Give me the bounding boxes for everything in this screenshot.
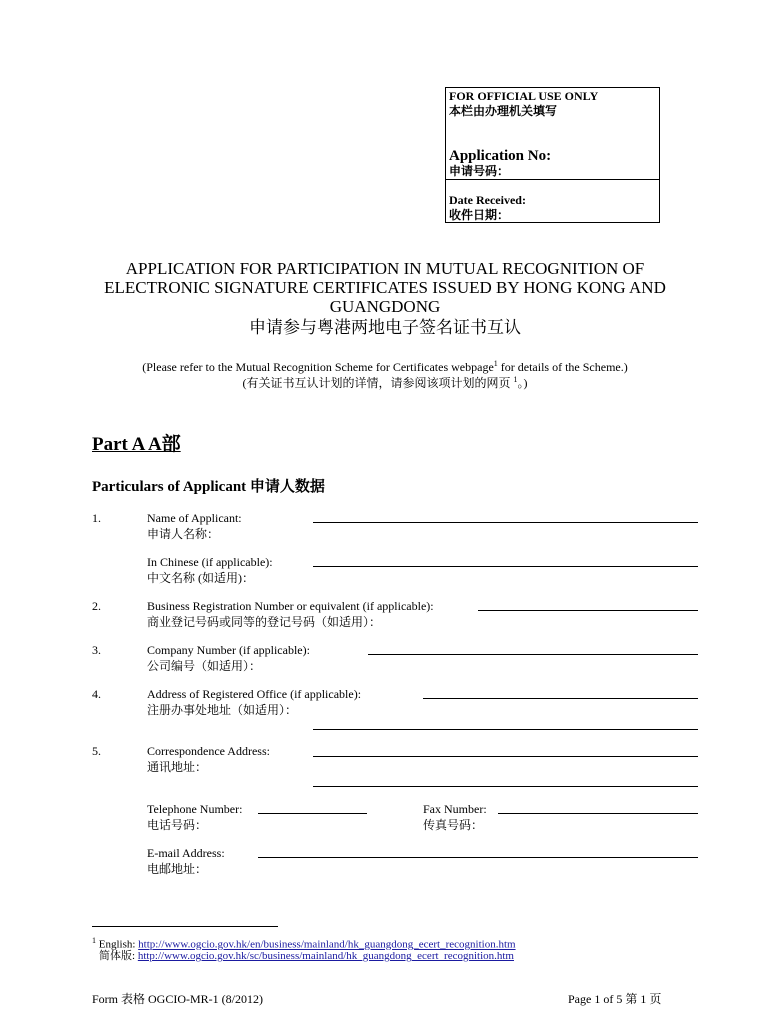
item-number: 4.	[92, 687, 101, 701]
registered-office-label: Address of Registered Office (if applicable):	[147, 687, 362, 701]
item-number: 5.	[92, 744, 101, 758]
correspondence-address-label: Correspondence Address:	[147, 744, 270, 758]
chinese-name-label-zh: 中文名称 (如适用)：	[147, 571, 254, 585]
scheme-note-en-tail: for details of the Scheme.)	[497, 360, 628, 374]
correspondence-address-field-line-2[interactable]	[313, 786, 698, 787]
email-label: E-mail Address:	[147, 846, 225, 860]
form-number: Form 表格 OGCIO-MR-1 (8/2012)	[92, 992, 263, 1006]
fax-label-zh: 传真号码：	[423, 818, 484, 832]
scheme-note-zh-text: (有关证书互认计划的详情，请参阅该项计划的网页	[242, 376, 514, 390]
chinese-name-field[interactable]	[313, 566, 698, 567]
fax-field[interactable]	[498, 813, 698, 814]
form-title-line-3: GUANGDONG	[329, 297, 441, 316]
applicant-name-field[interactable]	[313, 522, 698, 523]
form-title-zh: 申请参与粤港两地电子签名证书互认	[249, 318, 521, 337]
chinese-name-label: In Chinese (if applicable):	[147, 555, 273, 569]
application-no-label: Application No:	[449, 148, 552, 164]
company-number-label: Company Number (if applicable):	[147, 643, 310, 657]
date-received-label-zh: 收件日期：	[449, 208, 510, 222]
scheme-note-zh	[0, 372, 770, 391]
email-field[interactable]	[258, 857, 698, 858]
email-label-zh: 电邮地址：	[147, 862, 208, 876]
application-no-label-zh: 申请号码：	[449, 164, 510, 178]
item-number: 2.	[92, 599, 101, 613]
official-box-divider	[446, 179, 659, 180]
date-received-label: Date Received:	[449, 193, 526, 207]
telephone-label: Telephone Number:	[147, 802, 243, 816]
footnote-rule	[92, 926, 278, 927]
official-use-heading-zh: 本栏由办理机关填写	[449, 104, 558, 118]
applicant-name-label: Name of Applicant:	[147, 511, 242, 525]
footnote-english-prefix: English:	[96, 938, 139, 951]
correspondence-address-field[interactable]	[313, 756, 698, 757]
applicant-name-label-zh: 申请人名称：	[147, 527, 220, 541]
telephone-field[interactable]	[258, 813, 367, 814]
form-title-line-2: ELECTRONIC SIGNATURE CERTIFICATES ISSUED BY HONG KONG AND	[104, 278, 666, 297]
correspondence-address-label-zh: 通讯地址：	[147, 760, 208, 774]
form-title-line-1: APPLICATION FOR PARTICIPATION IN MUTUAL RECOGNITION OF	[125, 259, 645, 278]
registered-office-field[interactable]	[423, 698, 698, 699]
company-number-field[interactable]	[368, 654, 698, 655]
official-use-heading: FOR OFFICIAL USE ONLY	[449, 89, 599, 103]
particulars-heading: Particulars of Applicant 申请人数据	[92, 479, 325, 495]
business-registration-field[interactable]	[478, 610, 698, 611]
registered-office-field-line-2[interactable]	[313, 729, 698, 730]
business-registration-label: Business Registration Number or equivalent (if applicable):	[147, 599, 434, 613]
registered-office-label-zh: 注册办事处地址（如适用）：	[147, 703, 298, 717]
fax-label: Fax Number:	[423, 802, 487, 816]
footnote-ref-zh: 1	[513, 375, 518, 384]
footnote-marker: 1	[92, 936, 96, 945]
item-number: 1.	[92, 511, 101, 525]
english-webpage-link[interactable]: http://www.ogcio.gov.hk/en/business/mainland/hk_guangdong_ecert_recognition.htm	[138, 938, 516, 951]
scheme-note-zh-tail: 。)	[517, 376, 528, 390]
part-a-heading: Part A A部	[92, 434, 181, 455]
official-use-box	[445, 87, 660, 223]
scheme-note-en-text: (Please refer to the Mutual Recognition Scheme for Certificates webpage	[142, 360, 494, 374]
footnote-chinese	[99, 949, 514, 964]
company-number-label-zh: 公司编号（如适用）：	[147, 659, 262, 673]
page-number: Page 1 of 5 第 1 页	[568, 992, 662, 1006]
footnote-chinese-prefix: 简体版:	[99, 950, 138, 962]
telephone-label-zh: 电话号码：	[147, 818, 208, 832]
item-number: 3.	[92, 643, 101, 657]
business-registration-label-zh: 商业登记号码或同等的登记号码（如适用）：	[147, 615, 382, 629]
chinese-webpage-link[interactable]: http://www.ogcio.gov.hk/sc/business/mainland/hk_guangdong_ecert_recognition.htm	[137, 950, 514, 962]
footnote-ref: 1	[493, 359, 498, 368]
